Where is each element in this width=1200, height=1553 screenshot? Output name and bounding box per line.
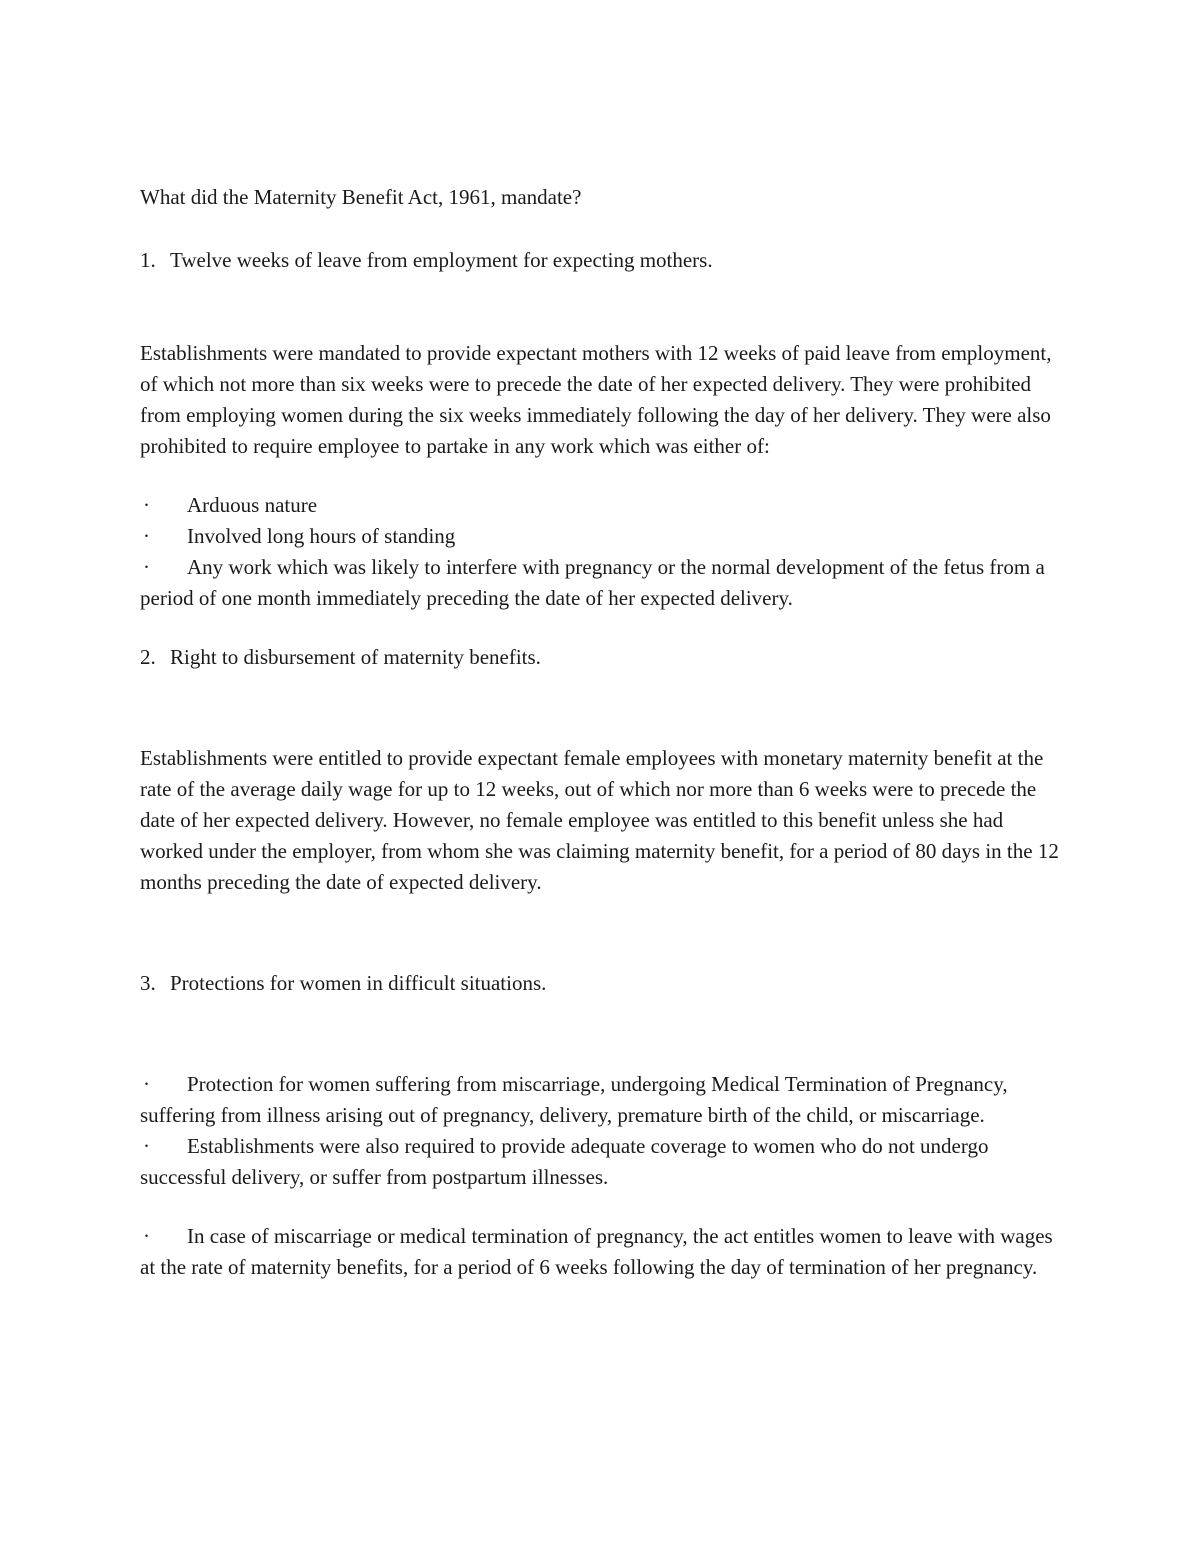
- bullet-icon: ·: [143, 524, 150, 548]
- section-1-bullet-1: [140, 490, 1070, 521]
- section-2-heading-text: Right to disbursement of maternity benefits.: [170, 645, 541, 669]
- section-1-heading-text: Twelve weeks of leave from employment for expecting mothers.: [170, 248, 713, 272]
- spacer: [140, 614, 1070, 642]
- bullet-text: In case of miscarriage or medical termination of pregnancy, the act entitles women to leave with wages at the rate of maternity benefits, for a period of 6 weeks following the day of termination of her pregnancy.: [140, 1224, 1053, 1279]
- section-1-number: 1.: [140, 248, 156, 272]
- spacer: [140, 999, 1070, 1069]
- section-1-bullet-3: [140, 552, 1070, 614]
- section-2-heading: [140, 642, 1070, 673]
- section-3-bullet-1: [140, 1069, 1070, 1131]
- bullet-text: Establishments were also required to provide adequate coverage to women who do not undergo successful delivery, or suffer from postpartum illnesses.: [140, 1134, 989, 1189]
- question-title: What did the Maternity Benefit Act, 1961, mandate?: [140, 185, 582, 209]
- bullet-text: Protection for women suffering from miscarriage, undergoing Medical Termination of Pregnancy, suffering from illness arising out of pregnancy, delivery, premature birth of the child, or miscarriage.: [140, 1072, 1008, 1127]
- document-body: [140, 182, 1070, 1283]
- bullet-icon: ·: [143, 555, 150, 579]
- section-2-paragraph: Establishments were entitled to provide expectant female employees with monetary maternity benefit at the rate of the average daily wage for up to 12 weeks, out of which nor more than 6 weeks were to precede the date of her expected delivery. However, no female employee was entitled to this benefit unless she had worked under the employer, from whom she was claiming maternity benefit, for a period of 80 days in the 12 months preceding the date of expected delivery.: [140, 746, 1059, 894]
- section-1-heading: [140, 245, 1070, 276]
- section-3-bullet-3: [140, 1221, 1070, 1283]
- spacer: [140, 462, 1070, 490]
- spacer: [140, 898, 1070, 968]
- section-3-heading-text: Protections for women in difficult situations.: [170, 971, 547, 995]
- bullet-icon: ·: [143, 1072, 150, 1096]
- bullet-icon: ·: [143, 1224, 150, 1248]
- bullet-text: Arduous nature: [187, 493, 318, 517]
- bullet-icon: ·: [143, 493, 150, 517]
- section-1-bullet-2: [140, 521, 1070, 552]
- bullet-text: Involved long hours of standing: [187, 524, 456, 548]
- section-3-heading: [140, 968, 1070, 999]
- spacer: [140, 1193, 1070, 1221]
- bullet-text: Any work which was likely to interfere with pregnancy or the normal development of the fetus from a period of one month immediately preceding the date of her expected delivery.: [140, 555, 1045, 610]
- bullet-icon: ·: [143, 1134, 150, 1158]
- section-3-bullet-2: [140, 1131, 1070, 1193]
- spacer: [140, 673, 1070, 743]
- section-1-paragraph: Establishments were mandated to provide expectant mothers with 12 weeks of paid leave from employment, of which not more than six weeks were to precede the date of her expected delivery. They were prohibited from employing women during the six weeks immediately following the day of her delivery. They were also prohibited to require employee to partake in any work which was either of:: [140, 341, 1052, 458]
- section-3-number: 3.: [140, 971, 156, 995]
- spacer: [140, 276, 1070, 338]
- section-2-number: 2.: [140, 645, 156, 669]
